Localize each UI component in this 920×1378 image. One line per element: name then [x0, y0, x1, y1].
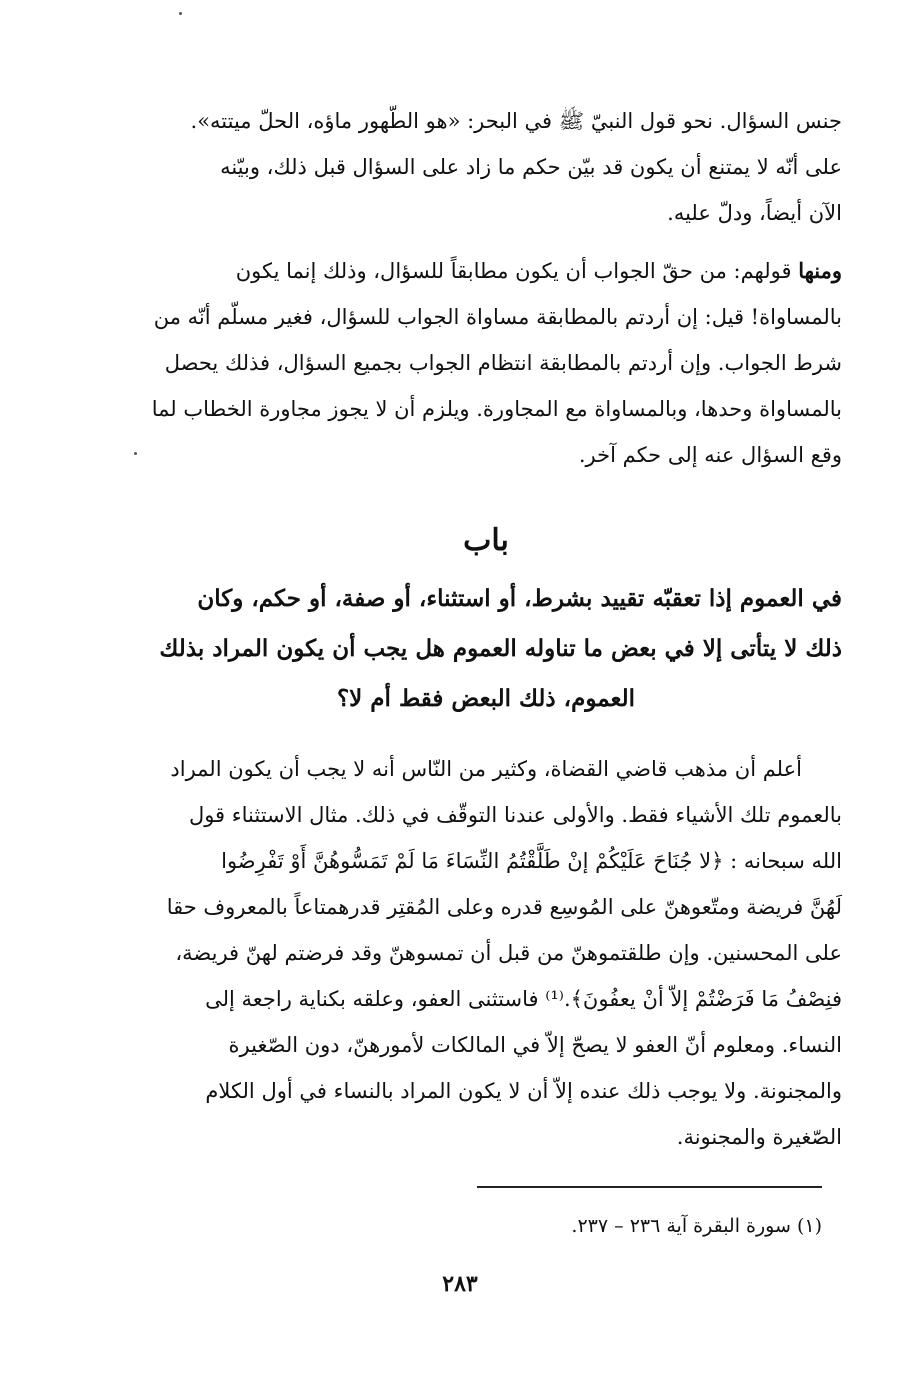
section-title: باب	[463, 523, 509, 558]
lead-word: ومنها	[798, 258, 842, 283]
text-fragment: قولهم: من حقّ الجواب أن يكون مطابقاً للسؤال، وذلك إنما يكون	[235, 259, 799, 283]
text-line: على أنّه لا يمتنع أن يكون قد بيّن حكم ما زاد على السؤال قبل ذلك، وبيّنه	[220, 155, 842, 179]
text-line: بالمساواة! قيل: إن أردتم بالمطابقة مساواة الجواب للسؤال، فغير مسلّم أنّه من	[153, 305, 842, 329]
page-number: ٢٨٣	[442, 1271, 478, 1297]
text-line: الآن أيضاً، ودلّ عليه.	[667, 201, 842, 225]
text-line: الله سبحانه : ﴿لا جُنَاحَ عَلَيْكُمْ إنْ طَلَّقْتُمُ النِّسَاءَ مَا لَمْ تَمَسُّوهُنَّ أَوْ تَفْرِضُوا	[221, 849, 842, 873]
text-line: أعلم أن مذهب قاضي القضاة، وكثير من النّاس أنه لا يجب أن يكون المراد	[170, 757, 802, 781]
text-line: جنس السؤال. نحو قول النبيّ ﷺ في البحر: «هو الطّهور ماؤه، الحلّ ميتته».	[190, 109, 842, 133]
paragraph-2	[130, 248, 842, 478]
text-line: فنِصْفُ مَا فَرَضْتُمْ إلاّ أنْ يعفُونَ﴾.⁽¹⁾ فاستثنى العفو، وعلقه بكناية راجعة إلى	[205, 987, 842, 1011]
heading-line: في العموم إذا تعقبّه تقييد بشرط، أو استثناء، أو صفة، أو حكم، وكان	[197, 585, 842, 612]
heading-line: العموم، ذلك البعض فقط أم لا؟	[336, 685, 636, 712]
heading-line: ذلك لا يتأتى إلا في بعض ما تناوله العموم هل يجب أن يكون المراد بذلك	[159, 635, 842, 662]
paragraph-3	[130, 746, 842, 1160]
text-line: بالمساواة وحدها، وبالمساواة مع المجاورة. ويلزم أن لا يجوز مجاورة الخطاب لما	[151, 397, 842, 421]
scan-speck	[134, 452, 137, 455]
text-line: وقع السؤال عنه إلى حكم آخر.	[578, 443, 842, 467]
scan-speck	[179, 12, 182, 15]
footnote: (١) سورة البقرة آية ٢٣٦ – ٢٣٧.	[571, 1215, 822, 1237]
text-line	[130, 248, 842, 294]
page-body	[130, 98, 842, 1160]
text-line: الصّغيرة والمجنونة.	[676, 1125, 842, 1149]
footnote-divider	[477, 1186, 822, 1188]
text-line: لَهُنَّ فريضة ومتّعوهنّ على المُوسِع قدره وعلى المُقتِر قدرهمتاعاً بالمعروف حقا	[166, 895, 842, 919]
text-line: شرط الجواب. وإن أردتم بالمطابقة انتظام الجواب بجميع السؤال، فذلك يحصل	[164, 351, 842, 375]
section-heading	[130, 574, 842, 724]
paragraph-1	[130, 98, 842, 236]
text-line: والمجنونة. ولا يوجب ذلك عنده إلاّ أن لا يكون المراد بالنساء في أول الكلام	[205, 1079, 842, 1103]
text-line: على المحسنين. وإن طلقتموهنّ من قبل أن تمسوهنّ وقد فرضتم لهنّ فريضة،	[175, 941, 842, 965]
text-line: النساء. ومعلوم أنّ العفو لا يصحّ إلاّ في المالكات لأمورهنّ، دون الصّغيرة	[228, 1033, 842, 1057]
text-line: بالعموم تلك الأشياء فقط. والأولى عندنا التوقّف في ذلك. مثال الاستثناء قول	[188, 803, 842, 827]
